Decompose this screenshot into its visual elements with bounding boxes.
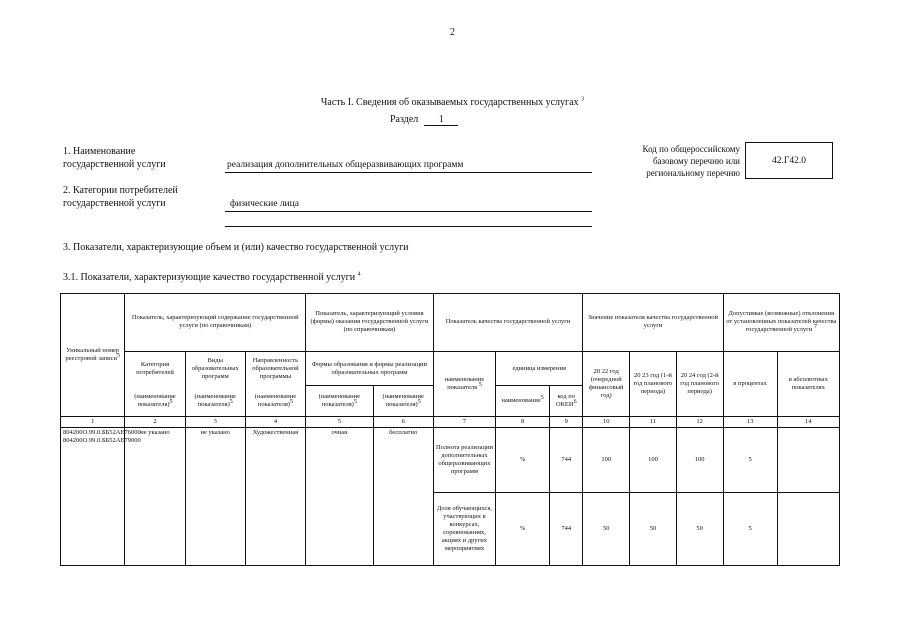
header-naim-4: (наименование показателя)$^5$	[306, 386, 374, 416]
header-deviation: Допустимые (возможные) отклонения от установленных показателей качества государственной услуги $^7$	[723, 294, 839, 352]
col-num: 2	[125, 416, 185, 427]
cell-program-types: не указано	[185, 427, 245, 565]
cell-year-2: 100	[630, 427, 677, 492]
header-content: Показатель, характеризующий содержание государственной услуги (по справочникам)	[125, 294, 306, 352]
col-num: 9	[550, 416, 583, 427]
col-num: 13	[723, 416, 777, 427]
cell-direction: Художественная	[245, 427, 305, 565]
extra-underline	[225, 226, 592, 227]
header-year-3: 20 24 год (2-й год планового периода)	[676, 351, 723, 416]
cell-category: не указано	[125, 427, 185, 565]
cell-form: очная	[306, 427, 374, 565]
cell-indicator: Доля обучающихся, участвующих в конкурсах, соревнованиях, акциях и других мероприятиях	[433, 492, 495, 565]
section-number: 1	[424, 114, 458, 126]
header-naim-2: (наименование показателя)$^5$	[185, 386, 245, 416]
cell-okei: 744	[550, 427, 583, 492]
header-year-2: 20 23 год (1-й год планового периода)	[630, 351, 677, 416]
page-number: 2	[450, 27, 455, 38]
header-naim-1: (наименование показателя)$^5$	[125, 386, 185, 416]
section31-heading: 3.1. Показатели, характеризующие качество государственной услуги $^4$	[63, 271, 361, 283]
header-direction: Направленность образовательной программы	[245, 351, 305, 386]
consumer-categories-underline	[225, 211, 592, 212]
col-num: 14	[777, 416, 839, 427]
service-name-value: реализация дополнительных общеразвивающих программ	[227, 160, 464, 170]
col-num: 7	[433, 416, 495, 427]
cell-percent: 5	[723, 492, 777, 565]
header-naim-5: (наименование показателя)$^5$	[373, 386, 433, 416]
service-name-label: 1. Наименование государственной услуги	[63, 146, 166, 170]
part-title: Часть I. Сведения об оказываемых государственных услугах $^3$	[320, 96, 585, 108]
header-program-types: Виды образовательных программ	[185, 351, 245, 386]
section-label: Раздел 1	[390, 114, 458, 126]
header-year-1: 20 22 год (очередной финансовый год)	[583, 351, 630, 416]
header-value: Значение показателя качества государственной услуги	[583, 294, 723, 352]
service-name-underline	[225, 172, 592, 173]
header-percent: в процентах	[723, 351, 777, 416]
header-registry: Уникальный номер реестровой записи$^5$	[61, 294, 125, 417]
col-num: 12	[676, 416, 723, 427]
col-num: 1	[61, 416, 125, 427]
col-num: 11	[630, 416, 677, 427]
cell-year-3: 50	[676, 492, 723, 565]
header-okei: код по ОКЕИ$^6$	[550, 386, 583, 416]
code-label: Код по общероссийскому базовому перечню или региональному перечню	[642, 144, 740, 178]
cell-unit: %	[496, 492, 550, 565]
cell-absolute	[777, 492, 839, 565]
header-quality: Показатель качества государственной услуги	[433, 294, 583, 352]
header-forms: Формы образования и формы реализации образовательных программ	[306, 351, 434, 386]
cell-form2: бесплатно	[373, 427, 433, 565]
table-row	[61, 427, 840, 492]
header-category: Категория потребителей	[125, 351, 185, 386]
header-absolute: в абсолютных показателях	[777, 351, 839, 416]
cell-okei: 744	[550, 492, 583, 565]
cell-year-2: 50	[630, 492, 677, 565]
column-numbers-row	[61, 416, 840, 427]
col-num: 8	[496, 416, 550, 427]
section3-heading: 3. Показатели, характеризующие объем и (или) качество государственной услуги	[63, 242, 409, 253]
cell-indicator: Полнота реализации дополнительных общеразвивающих программ	[433, 427, 495, 492]
header-unit: единица измерения	[496, 351, 583, 386]
header-unit-name: наименование$^5$	[496, 386, 550, 416]
cell-percent: 5	[723, 427, 777, 492]
code-box: 42.Г42.0	[745, 142, 833, 179]
col-num: 3	[185, 416, 245, 427]
header-indicator-name: наименование показателя $^5$	[433, 351, 495, 416]
cell-absolute	[777, 427, 839, 492]
cell-unit: %	[496, 427, 550, 492]
consumer-categories-value: физические лица	[230, 199, 299, 209]
consumer-categories-label: 2. Категории потребителей государственной услуги	[63, 185, 178, 209]
col-num: 5	[306, 416, 374, 427]
cell-year-1: 50	[583, 492, 630, 565]
header-conditions: Показатель, характеризующий условия (формы) оказания государственной услуги (по справочникам)	[306, 294, 434, 352]
col-num: 4	[245, 416, 305, 427]
quality-indicators-table	[60, 293, 840, 566]
col-num: 10	[583, 416, 630, 427]
col-num: 6	[373, 416, 433, 427]
cell-year-1: 100	[583, 427, 630, 492]
registry-codes: 804200О.99.0.ББ52АЕ76000 804200О.99.0.ББ52АЕ79000	[61, 427, 125, 565]
header-naim-3: (наименование показателя)$^5$	[245, 386, 305, 416]
cell-year-3: 100	[676, 427, 723, 492]
